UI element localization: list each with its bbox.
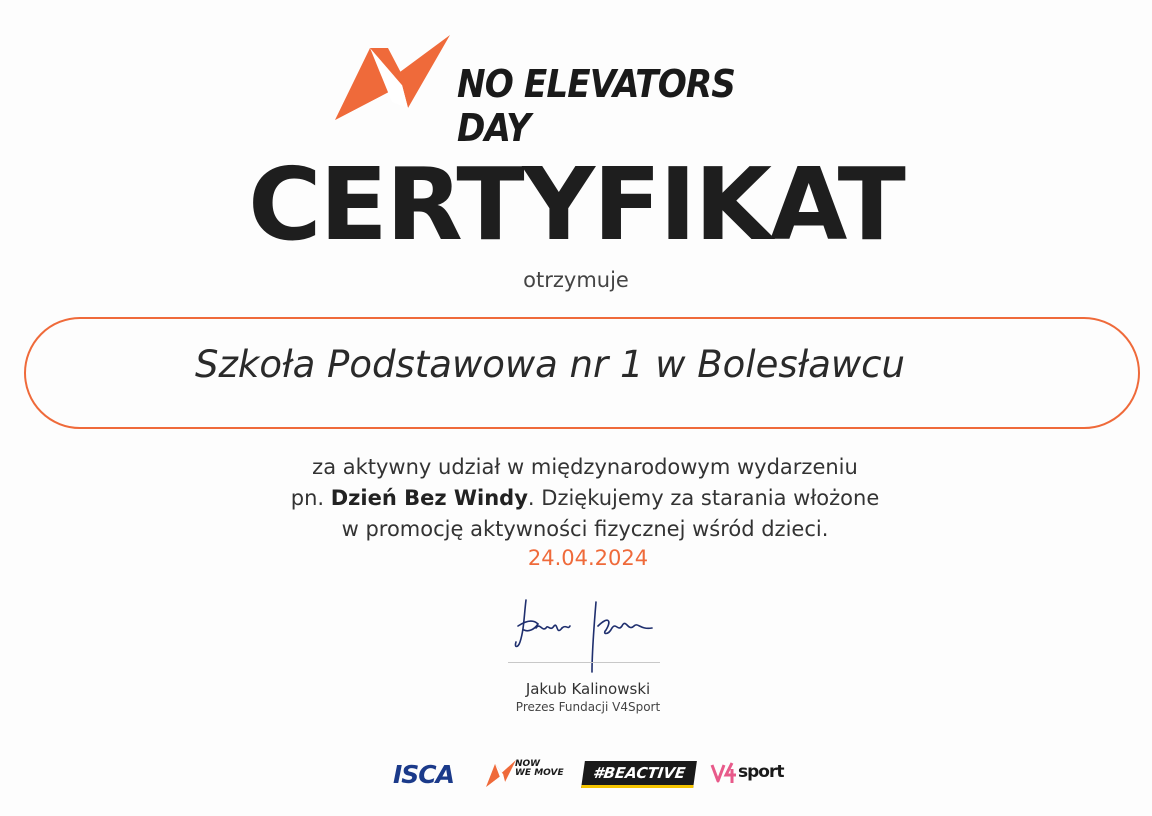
event-date: 24.04.2024: [527, 546, 649, 570]
description-suffix: . Dziękujemy za starania włożone: [527, 486, 880, 510]
now-we-move-text: [515, 760, 565, 778]
brand-name: NO ELEVATORS DAY: [457, 62, 736, 150]
description-prefix: pn.: [290, 486, 331, 510]
partner-logos: [393, 756, 793, 792]
signature-line: [508, 662, 660, 663]
signatory-role: Prezes Fundacji V4Sport: [515, 700, 661, 714]
triangle-arrow-logo-icon: [330, 30, 455, 122]
v4-logo-icon: [710, 761, 738, 785]
recipient-name: Szkoła Podstawowa nr 1 w Bolesławcu: [195, 343, 905, 386]
isca-logo: ISCA: [393, 760, 455, 789]
signatory-name: Jakub Kalinowski: [525, 680, 651, 698]
certificate-description: [0, 452, 1152, 545]
certificate-title: CERTYFIKAT: [248, 146, 904, 263]
description-line-1: za aktywny udział w międzynarodowym wydarzeniu: [312, 455, 858, 479]
receives-label: otrzymuje: [523, 268, 629, 292]
event-name: Dzień Bez Windy: [330, 486, 528, 510]
description-line-2: [0, 483, 1152, 514]
now-we-move-logo-icon: [485, 758, 517, 788]
now-we-move-line-2: WE MOVE: [515, 768, 564, 778]
now-we-move-line-1: NOW: [515, 759, 541, 769]
beactive-logo: #BEACTIVE: [581, 761, 697, 788]
handwritten-signature: [512, 596, 662, 676]
brand-header: [330, 30, 850, 150]
description-line-3: w promocję aktywności fizycznej wśród dzieci.: [341, 517, 829, 541]
v4sport-text: sport: [738, 762, 784, 782]
